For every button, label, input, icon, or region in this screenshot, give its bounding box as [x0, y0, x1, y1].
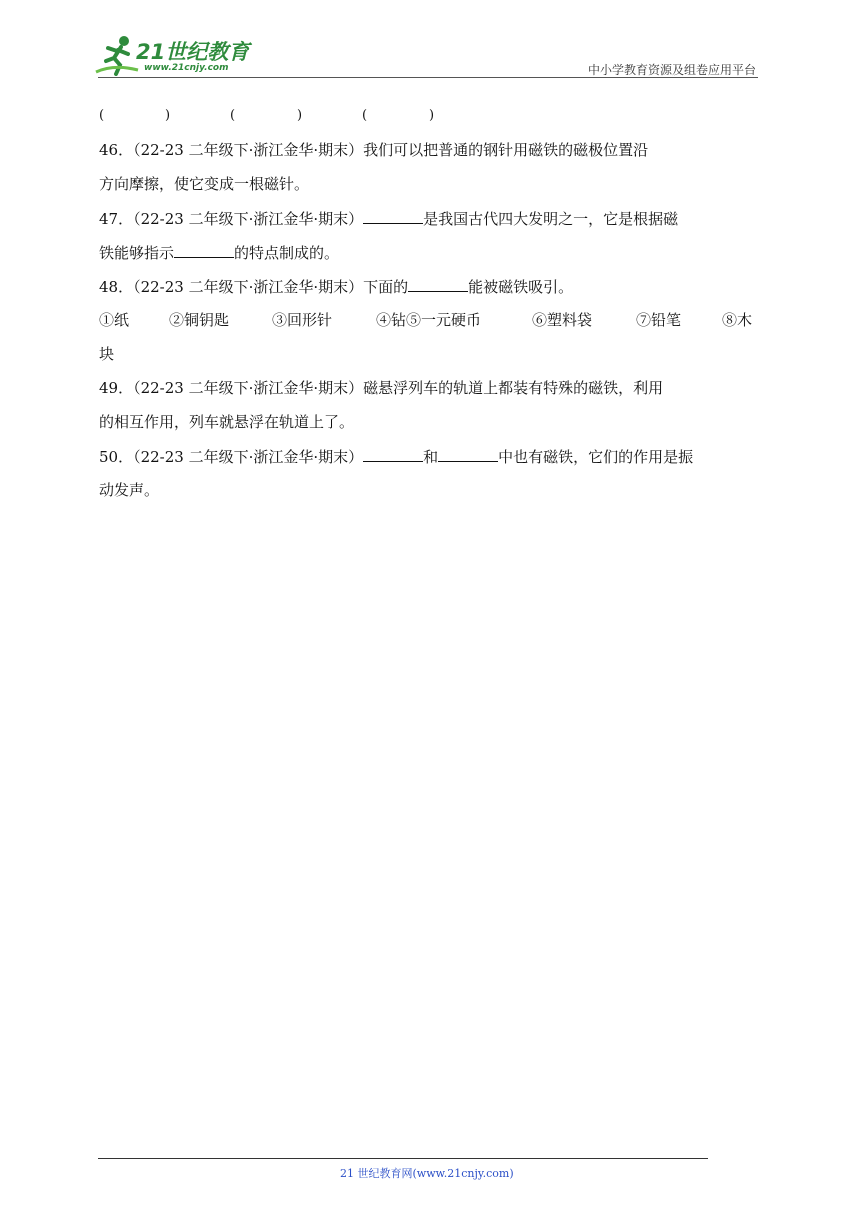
option-item: ③回形针: [272, 311, 333, 329]
option-item: ②铜钥匙: [169, 311, 230, 329]
question-48-options: [99, 307, 764, 341]
question-48-suffix: 能被磁铁吸引。: [468, 278, 574, 296]
question-50-line-2: 动发声。: [99, 481, 160, 499]
question-50-prefix: 50．（22-23 二年级下·浙江金华·期末）: [99, 448, 364, 466]
bracket-close: ): [297, 108, 303, 123]
bracket-open: (: [362, 108, 368, 123]
page-header: [0, 0, 860, 80]
header-divider: [98, 77, 758, 78]
option-item: ④钻⑤一元硬币: [376, 311, 482, 329]
question-49-line-2: 的相互作用，列车就悬浮在轨道上了。: [99, 413, 355, 431]
option-item: ⑦铅笔: [636, 311, 682, 329]
answer-blank[interactable]: [438, 443, 498, 462]
answer-blank[interactable]: [174, 239, 234, 258]
bracket-open: (: [99, 108, 105, 123]
question-47-line2-pre: 铁能够指示: [99, 244, 175, 262]
question-48-line-1: [99, 273, 764, 307]
question-49-line-1: 49．（22-23 二年级下·浙江金华·期末）磁悬浮列车的轨道上都装有特殊的磁铁，利用: [99, 379, 664, 397]
question-47-line-2: [99, 239, 764, 273]
option-item: ⑧木: [722, 311, 753, 329]
answer-blank[interactable]: [363, 205, 423, 224]
answer-blank[interactable]: [363, 443, 423, 462]
question-47-prefix: 47．（22-23 二年级下·浙江金华·期末）: [99, 210, 364, 228]
question-50-line-1: [99, 443, 764, 477]
question-46-line-2: 方向摩擦，使它变成一根磁针。: [99, 175, 310, 193]
question-50-suffix: 中也有磁铁，它们的作用是振: [498, 448, 694, 466]
logo-title: 21世纪教育: [136, 40, 250, 64]
question-48-prefix: 48．（22-23 二年级下·浙江金华·期末）下面的: [99, 278, 409, 296]
header-platform-text: 中小学教育资源及组卷应用平台: [587, 63, 756, 77]
logo-url: www.21cnjy.com: [144, 63, 229, 73]
footer-divider: [98, 1158, 708, 1159]
option-item: ⑥塑料袋: [532, 311, 593, 329]
question-48-wrap: 块: [99, 345, 115, 363]
question-46-line-1: 46．（22-23 二年级下·浙江金华·期末）我们可以把普通的钢针用磁铁的磁极位置沿: [99, 141, 649, 159]
answer-blank[interactable]: [408, 273, 468, 292]
footer-site-link[interactable]: 21 世纪教育网(www.21cnjy.com): [340, 1167, 514, 1180]
question-list: [99, 103, 764, 511]
question-50-and: 和: [423, 448, 439, 466]
option-item: ①纸: [99, 311, 130, 329]
bracket-open: (: [230, 108, 236, 123]
site-logo[interactable]: [94, 34, 264, 76]
answer-brackets-row: [99, 103, 764, 137]
question-47-line2-post: 的特点制成的。: [234, 244, 340, 262]
question-47-line-1: [99, 205, 764, 239]
bracket-close: ): [165, 108, 171, 123]
runner-logo-icon: [94, 34, 140, 76]
bracket-close: ): [429, 108, 435, 123]
question-47-text: 是我国古代四大发明之一，它是根据磁: [423, 210, 679, 228]
